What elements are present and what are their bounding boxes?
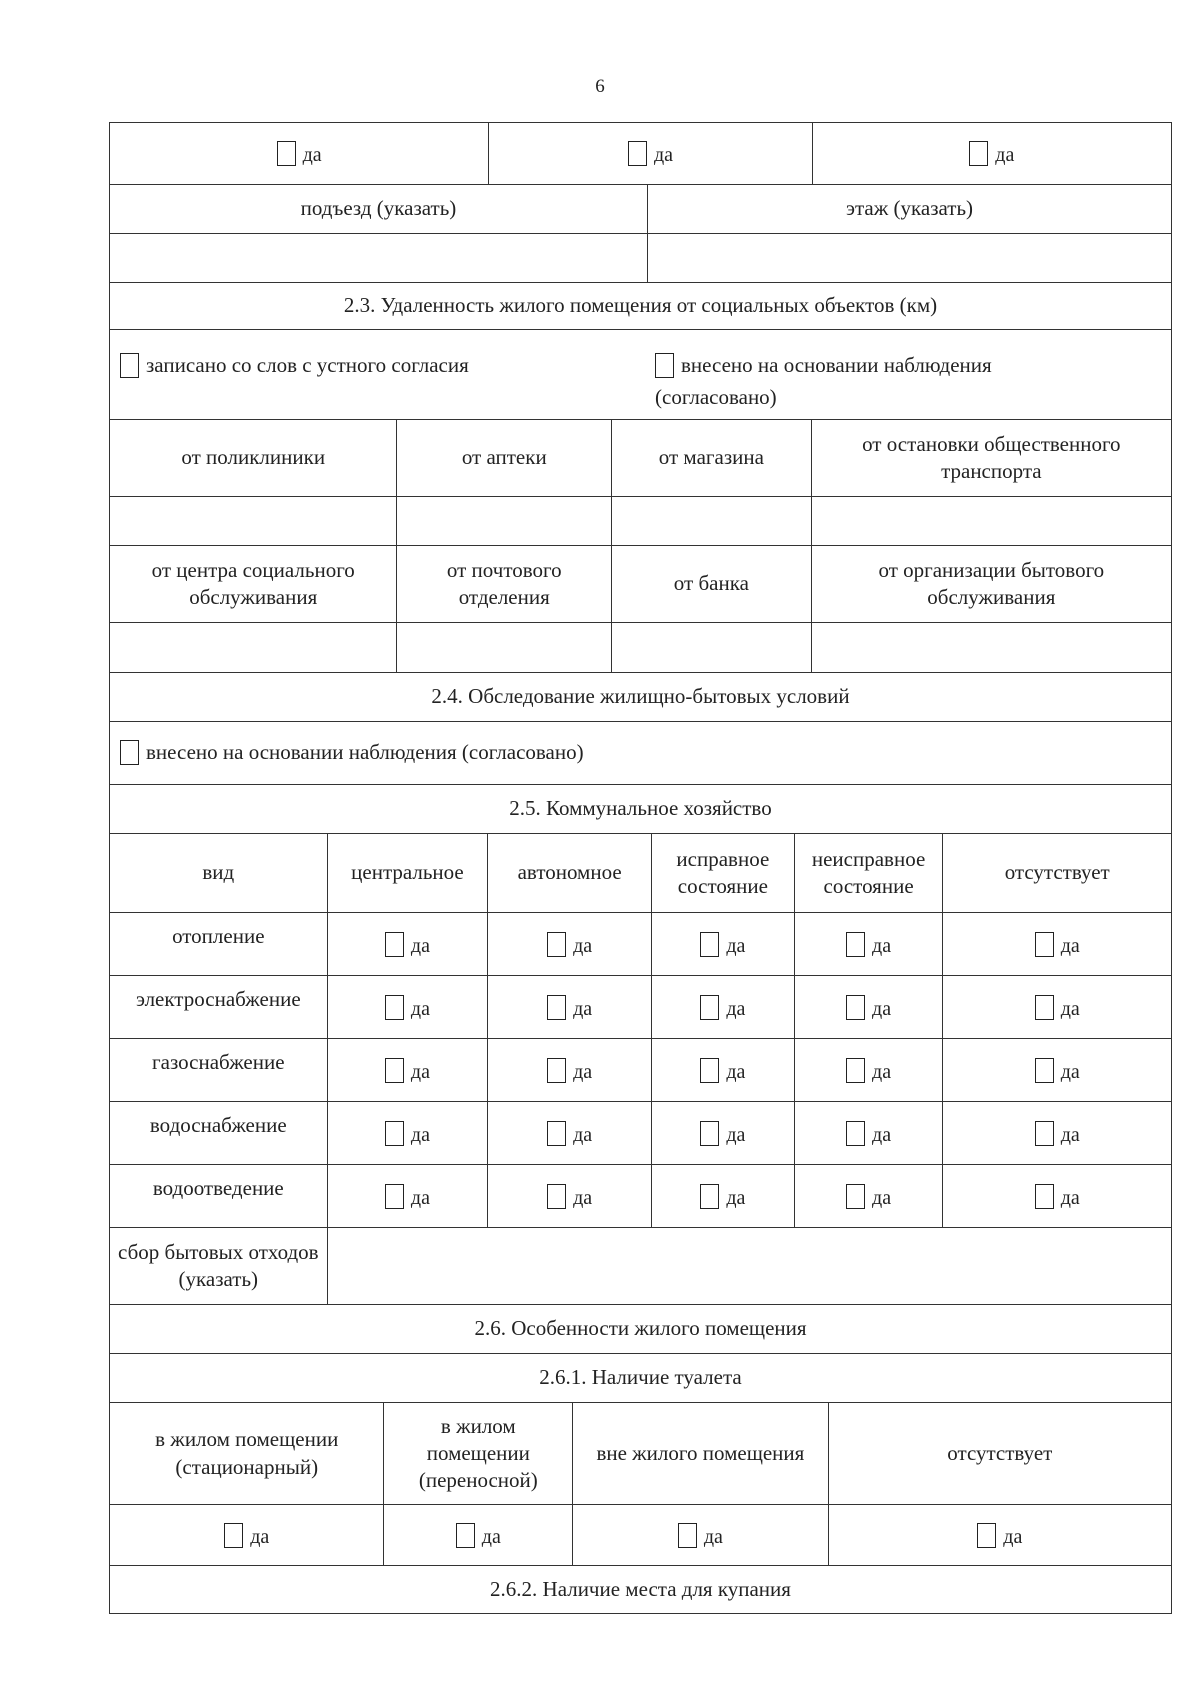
checkbox[interactable] <box>1035 1121 1054 1146</box>
checkbox[interactable] <box>977 1523 996 1548</box>
yes-cell: да <box>942 1102 1171 1164</box>
yes-cell: да <box>487 913 651 975</box>
section-2-6-title: 2.6. Особенности жилого помещения <box>474 1316 807 1341</box>
checkbox[interactable] <box>456 1523 475 1548</box>
yes-cell: да <box>942 976 1171 1038</box>
checkbox[interactable] <box>846 932 865 957</box>
distance-header: от остановки общественного транспорта <box>811 420 1171 496</box>
yes-cell: да <box>651 1165 794 1227</box>
utility-header: исправное состояние <box>651 834 794 912</box>
checkbox[interactable] <box>120 353 139 378</box>
yes-cell: да <box>651 1102 794 1164</box>
distance-header: от центра социального обслуживания <box>151 557 355 609</box>
yes-cell: да <box>327 1039 488 1101</box>
yes-cell: да <box>327 1102 488 1164</box>
yes-cell: да <box>794 913 943 975</box>
checkbox[interactable] <box>846 995 865 1020</box>
note-oral: записано со слов с устного согласия <box>120 350 469 382</box>
page-number: 6 <box>595 76 605 97</box>
checkbox[interactable] <box>969 141 988 166</box>
utilities-header-row <box>110 833 1171 912</box>
yes-cell: да <box>651 976 794 1038</box>
utility-header: неисправное состояние <box>794 834 943 912</box>
utility-rows <box>110 912 1171 1227</box>
distance-header: от магазина <box>611 420 811 496</box>
checkbox[interactable] <box>846 1184 865 1209</box>
distance-header: от организации бытового обслуживания <box>811 546 1171 622</box>
section-2-4-title: 2.4. Обследование жилищно-бытовых условий <box>431 684 850 709</box>
utility-name: водоотведение <box>152 1176 284 1200</box>
checkbox[interactable] <box>385 1121 404 1146</box>
section-2-5-title-row <box>110 784 1171 833</box>
checkbox[interactable] <box>1035 995 1054 1020</box>
yes-cell: да <box>942 913 1171 975</box>
entrance-floor-header-row <box>110 184 1171 233</box>
section-2-4-title-row <box>110 672 1171 721</box>
distance-input-row-2 <box>110 622 1171 672</box>
utility-header: автономное <box>487 834 651 912</box>
note-observed: внесено на основании наблюдения (согласовано) <box>120 737 584 769</box>
checkbox[interactable] <box>1035 932 1054 957</box>
checkbox[interactable] <box>385 995 404 1020</box>
yes-cell: да <box>794 1039 943 1101</box>
toilet-header: в жилом помещении (стационарный) <box>155 1427 339 1479</box>
distance-header: от аптеки <box>396 420 611 496</box>
yes-cell: да <box>110 123 488 184</box>
distance-input[interactable] <box>611 497 811 545</box>
checkbox[interactable] <box>547 1058 566 1083</box>
yes-cell: да <box>812 123 1171 184</box>
section-2-5-title: 2.5. Коммунальное хозяйство <box>509 796 772 821</box>
toilet-header: вне жилого помещения <box>572 1403 828 1504</box>
utility-header: вид <box>202 860 235 885</box>
yes-cell: да <box>327 913 488 975</box>
yes-cell: да <box>572 1505 828 1565</box>
checkbox[interactable] <box>1035 1184 1054 1209</box>
bath-title: 2.6.2. Наличие места для купания <box>490 1576 791 1601</box>
yes-cell: да <box>794 1165 943 1227</box>
checkbox[interactable] <box>700 995 719 1020</box>
yes-cell: да <box>488 123 811 184</box>
utility-header: центральное <box>327 834 488 912</box>
entrance-floor-input-row <box>110 233 1171 282</box>
entrance-input[interactable] <box>110 234 647 282</box>
checkbox[interactable] <box>1035 1058 1054 1083</box>
section-2-3-title: 2.3. Удаленность жилого помещения от социальных объектов (км) <box>343 293 938 318</box>
toilet-yes-row <box>110 1504 1171 1565</box>
checkbox[interactable] <box>385 932 404 957</box>
bath-title-row <box>110 1565 1171 1613</box>
waste-row <box>110 1227 1171 1304</box>
utility-row <box>110 912 1171 975</box>
yes-cell: да <box>487 1102 651 1164</box>
toilet-header: отсутствует <box>828 1403 1171 1504</box>
checkbox[interactable] <box>678 1523 697 1548</box>
distance-header-row-1 <box>110 419 1171 496</box>
yes-cell: да <box>327 976 488 1038</box>
waste-input[interactable] <box>327 1228 1171 1304</box>
utility-name: отопление <box>172 924 265 948</box>
top-yes-row <box>110 123 1171 184</box>
distance-input[interactable] <box>811 497 1171 545</box>
distance-header: от поликлиники <box>181 445 326 470</box>
toilet-title-row <box>110 1353 1171 1402</box>
yes-cell: да <box>327 1165 488 1227</box>
checkbox[interactable] <box>120 740 139 765</box>
yes-cell: да <box>794 976 943 1038</box>
checkbox[interactable] <box>846 1121 865 1146</box>
note-observed: внесено на основании наблюдения (согласовано) <box>655 353 992 409</box>
checkbox[interactable] <box>700 932 719 957</box>
distance-header: от почтового отделения <box>396 546 611 622</box>
distance-input[interactable] <box>110 623 396 672</box>
section-2-3-title-row <box>110 282 1171 329</box>
yes-cell: да <box>487 1039 651 1101</box>
distance-input[interactable] <box>396 623 611 672</box>
toilet-title: 2.6.1. Наличие туалета <box>539 1365 742 1390</box>
checkbox[interactable] <box>628 141 647 166</box>
checkbox[interactable] <box>846 1058 865 1083</box>
checkbox[interactable] <box>547 1184 566 1209</box>
utility-row <box>110 1101 1171 1164</box>
utility-row <box>110 975 1171 1038</box>
waste-label: сбор бытовых отходов (указать) <box>118 1239 319 1291</box>
floor-label: этаж (указать) <box>647 185 1171 233</box>
yes-cell: да <box>383 1505 572 1565</box>
checkbox[interactable] <box>224 1523 243 1548</box>
section-2-4-note-row <box>110 721 1171 784</box>
distance-header-row-2 <box>110 545 1171 622</box>
yes-cell: да <box>110 1505 383 1565</box>
distance-input-row-1 <box>110 496 1171 545</box>
yes-cell: да <box>487 976 651 1038</box>
toilet-header-row <box>110 1402 1171 1504</box>
utility-header: отсутствует <box>942 834 1171 912</box>
checkbox[interactable] <box>655 353 674 378</box>
yes-cell: да <box>487 1165 651 1227</box>
utility-name: газоснабжение <box>152 1050 285 1074</box>
checkbox[interactable] <box>547 1121 566 1146</box>
yes-cell: да <box>942 1039 1171 1101</box>
utility-row <box>110 1038 1171 1101</box>
checkbox[interactable] <box>385 1058 404 1083</box>
distance-input[interactable] <box>811 623 1171 672</box>
yes-cell: да <box>651 1039 794 1101</box>
yes-cell: да <box>828 1505 1171 1565</box>
utility-name: электроснабжение <box>135 987 301 1011</box>
checkbox[interactable] <box>547 995 566 1020</box>
yes-cell: да <box>942 1165 1171 1227</box>
floor-input[interactable] <box>647 234 1171 282</box>
distance-input[interactable] <box>110 497 396 545</box>
survey-form <box>109 122 1172 1614</box>
checkbox[interactable] <box>547 932 566 957</box>
utility-row <box>110 1164 1171 1227</box>
distance-input[interactable] <box>611 623 811 672</box>
checkbox[interactable] <box>700 1058 719 1083</box>
utility-name: водоснабжение <box>149 1113 287 1137</box>
checkbox[interactable] <box>385 1184 404 1209</box>
checkbox[interactable] <box>700 1121 719 1146</box>
entrance-label: подъезд (указать) <box>300 196 457 221</box>
checkbox[interactable] <box>700 1184 719 1209</box>
yes-cell: да <box>651 913 794 975</box>
yes-cell: да <box>794 1102 943 1164</box>
checkbox[interactable] <box>277 141 296 166</box>
toilet-header: в жилом помещении (переносной) <box>383 1403 572 1504</box>
distance-header: от банка <box>611 546 811 622</box>
distance-input[interactable] <box>396 497 611 545</box>
section-2-6-title-row <box>110 1304 1171 1353</box>
section-2-3-note-row <box>110 329 1171 419</box>
